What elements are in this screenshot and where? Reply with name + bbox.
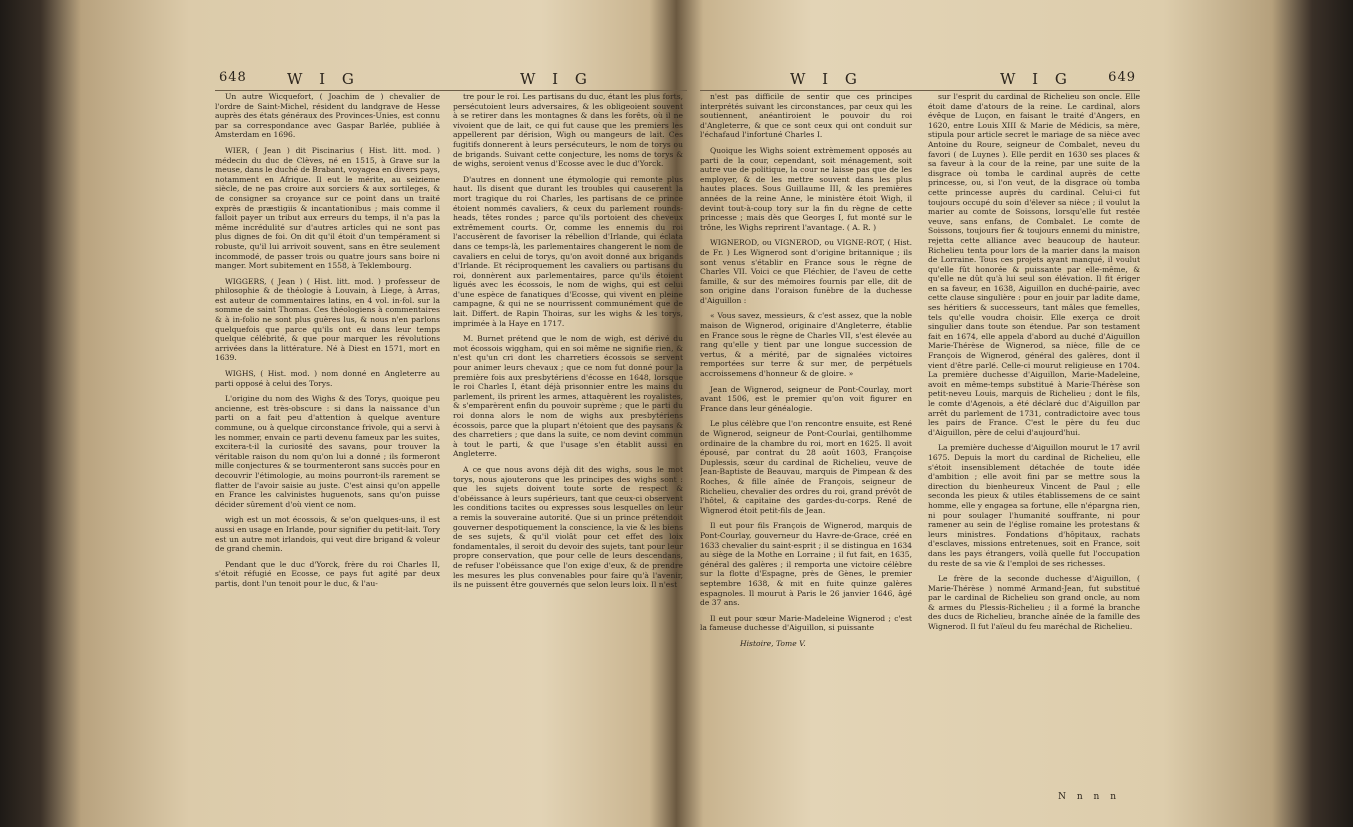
header-rule: [700, 90, 1140, 91]
paragraph: n'est pas difficile de sentir que ces principes interprétés suivant les circonstances, par ceux qui les soutiennent, anéantiroient le pouvoir du roi d'Angleterre, & que ce sont ceux qui ont conduit sur l'échafaud l'infortuné Charles I.: [700, 92, 912, 140]
paragraph: wigh est un mot écossois, & se'on quelques-uns, il est aussi en usage en Irlande, pour signifier du petit-lait. Tory est un autre mot irlandois, qui veut dire brigand & voleur de grand chemin.: [215, 515, 440, 554]
left-page: [215, 62, 687, 822]
paragraph: L'origine du nom des Wighs & des Torys, quoique peu ancienne, est très-obscure : si dans la naissance d'un parti on a fait peu d'attention à quelque aventure commune, ou à quelque circonstance frivole, qui a servi à les nommer, envain ce parti devenu fameux par les suites, excitera-t-il la curiosité des savans, pour trouver la véritable raison du nom qu'on lui a donné ; ils formeront mille conjectures & se tourmenteront sans succès pour en decouvrir l'étimologie, au moins pourront-ils rarement se flatter de l'avoir saisie au juste. C'est ainsi qu'on appelle en France les calvinistes huguenots, sans qu'on puisse décider sûrement d'où vient ce nom.: [215, 394, 440, 509]
paragraph: WIGNEROD, ou VIGNEROD, ou VIGNE-ROT, ( Hist. de Fr. ) Les Wignerod sont d'origine britannique ; ils sont venus s'établir en France sous le règne de Charles VII. Voici ce que Fléchier, de l'aveu de cette famille, & sur des mémoires fournis par elle, dit de son origine dans l'oraison funèbre de la duchesse d'Aiguillon :: [700, 238, 912, 305]
paragraph: Jean de Wignerod, seigneur de Pont-Courlay, mort avant 1506, est le premier qu'on voit figurer en France dans leur généalogie.: [700, 384, 912, 413]
right-page: [700, 62, 1140, 822]
running-head: W I G: [287, 70, 360, 88]
signature-mark: N n n n: [1058, 792, 1120, 802]
paragraph: tre pour le roi. Les partisans du duc, étant les plus forts, persécutoient leurs adversaires, & les obligeoient souvent à se retirer dans les montagnes & dans les forêts, où il ne vivoient que de lait, ce qui fut cause que les premiers les appellerent par dérision, Wigh ou mangeurs de lait. Ces fugitifs donnerent à leurs persécuteurs, le nom de torys ou de brigands. Suivant cette conjecture, les noms de torys & de wighs, seroient venus d'Ecosse avec le duc d'Yorck.: [453, 92, 683, 169]
paragraph: D'autres en donnent une étymologie qui remonte plus haut. Ils disent que durant les troubles qui causerent la mort tragique du roi Charles, les partisans de ce prince étoient nommés cavaliers, & ceux du parlement rounds-heads, têtes rondes ; parce qu'ils portoient des cheveux extrêmement courts. Or, comme les ennemis du roi l'accusèrent de favoriser la rébellion d'Irlande, qui éclata dans ce temps-là, les parlementaires changerent le nom de cavaliers en celui de torys, qu'on avoit donné aux brigands d'Irlande. Et réciproquement les cavaliers ou partisans du roi, donnèrent aux parlementaires, parce qu'ils étoient ligués avec les écossois, le nom de wighs, qui est celui d'une espèce de fanatiques d'Ecosse, qui vivent en pleine campagne, & qui ne se nourrissent communément que de lait. Differt. de Rapin Thoiras, sur les wighs & les torys, imprimée à la Haye en 1717.: [453, 174, 683, 328]
paragraph: sur l'esprit du cardinal de Richelieu son oncle. Elle étoit dame d'atours de la reine. Le cardinal, alors évêque de Luçon, en faisant le traité d'Angers, en 1620, entre Louis XIII & Marie de Médicis, sa mère, stipula pour article secret le mariage de sa nièce avec Antoine du Roure, seigneur de Combalet, neveu du favori ( de Luynes ). Elle perdit en 1630 ses places & sa faveur à la cour de la reine, par une suite de la disgrace où tomba le cardinal auprès de cette princesse, ou, si l'on veut, de la disgrace où tomba cette princesse auprès du cardinal. Celui-ci fut toujours occupé du soin d'élever sa nièce ; il voulut la marier au comte de Soissons, lorsqu'elle fut restée veuve, sans enfans, de Combalet. Le comte de Soissons, toujours fier & toujours ennemi du ministre, rejetta cette alliance avec beaucoup de hauteur. Richelieu tenta pour lors de la marier dans la maison de Lorraine. Tous ces projets ayant manqué, il voulut qu'elle fût honorée & puissante par elle-même, & qu'elle ne dût qu'à lui seul son élévation. Il fit ériger en sa faveur, en 1638, Aiguillon en duché-pairie, avec cette clause singulière : pour en jouir par ladite dame, ses héritiers & successeurs, tant mâles que femelles, tels qu'elle voudra choisir. Elle exerça ce droit singulier dans toute son étendue. Par son testament fait en 1674, elle appela d'abord au duché d'Aiguillon Marie-Thérèse de Wignerod, sa nièce, fille de ce François de Wignerod, général des galères, dont il vient d'être parlé. Celle-ci mourut religieuse en 1704. La première duchesse d'Aiguillon, Marie-Madeleine, avoit en même-temps substitué à Marie-Thérèse son petit-neveu Louis, marquis de Richelieu ; dont le fils, le comte d'Agenois, a été déclaré duc d'Aiguillon par arrêt du parlement de 1731, contradictoire avec tous les pairs de France. C'est le père du feu duc d'Aiguillon, père de celui d'aujourd'hui.: [928, 92, 1140, 437]
running-head: W I G: [1000, 70, 1073, 88]
left-page-header: [215, 70, 687, 92]
paragraph: La première duchesse d'Aiguillon mourut le 17 avril 1675. Depuis la mort du cardinal de Richelieu, elle s'étoit insensiblement détachée de toute idée d'ambition ; elle avoit fini par se mettre sous la direction du bienheureux Vincent de Paul ; elle seconda les pieux & utiles établissemens de ce saint homme, elle y engagea sa fortune, elle n'épargna rien, ni pour soulager l'humanité souffrante, ni pour ramener au sein de l'église romaine les protestans & leurs ministres. Fondations d'hôpitaux, rachats d'esclaves, missions entretenues, soit en France, soit dans les pays étrangers, voilà quelle fut l'occupation du reste de sa vie & l'emploi de ses richesses.: [928, 443, 1140, 568]
paragraph: Pendant que le duc d'Yorck, frère du roi Charles II, s'étoit réfugié en Ecosse, ce pays fut agité par deux partis, dont l'un tenoit pour le duc, & l'au-: [215, 559, 440, 588]
left-page-column-1: [215, 92, 440, 812]
left-page-column-2: [453, 92, 683, 812]
paragraph: « Vous savez, messieurs, & c'est assez, que la noble maison de Wignerod, originaire d'Angleterre, établie en France sous le règne de Charles VII, s'est élevée au rang qu'elle y tient par une longue succession de vertus, & a mérité, par de signalées victoires remportées sur terre & sur mer, de perpétuels accroissemens d'honneur & de gloire. »: [700, 311, 912, 379]
page-number: 648: [219, 70, 247, 85]
page-number: 649: [1108, 70, 1136, 85]
right-page-column-1: [700, 92, 912, 812]
paragraph: WIGHS, ( Hist. mod. ) nom donné en Angleterre au parti opposé à celui des Torys.: [215, 369, 440, 388]
footer-imprint: Histoire, Tome V.: [740, 638, 806, 648]
paragraph: Il eut pour fils François de Wignerod, marquis de Pont-Courlay, gouverneur du Havre-de-Grace, créé en 1633 chevalier du saint-esprit ; il se distingua en 1634 au siège de la Mothe en Lorraine ; il fut fait, en 1635, général des galères ; il remporta une victoire célèbre sur la flotte d'Espagne, près de Gènes, le premier septembre 1638, & mit en fuite quinze galères espagnoles. Il mourut à Paris le 26 janvier 1646, âgé de 37 ans.: [700, 521, 912, 608]
running-head: W I G: [520, 70, 593, 88]
paragraph: M. Burnet prétend que le nom de wigh, est dérivé du mot écossois wiggham, qui en soi même ne signifie rien, & n'est qu'un cri dont les charretiers écossois se servent pour animer leurs chevaux ; que ce nom fut donné pour la première fois aux presbytériens d'écosse en 1648, lorsque le roi Charles I, étant déjà prisonnier entre les mains du parlement, ils prirent les armes, attaquèrent les royalistes, & s'emparèrent enfin du pouvoir suprème ; que le parti du roi donna alors le nom de wighs aux presbytériens écossois, parce que la plupart n'étoient que des paysans & des charretiers ; que dans la suite, ce nom devint commun à tout le parti, & que l'usage s'en établit aussi en Angleterre.: [453, 334, 683, 459]
paragraph: WIGGERS, ( Jean ) ( Hist. litt. mod. ) professeur de philosophie & de théologie à Louvain, à Liege, à Arras, est auteur de commentaires latins, en 4 vol. in-fol. sur la somme de saint Thomas. Ces théologiens à commentaires & à in-folio ne sont plus guères lus, & nous n'en parlons quelquefois que parce qu'ils ont eu dans leur temps quelque célébrité, & que pour marquer les révolutions arrivées dans la littérature. Né à Diest en 1571, mort en 1639.: [215, 276, 440, 363]
paragraph: A ce que nous avons déjà dit des wighs, sous le mot torys, nous ajouterons que les principes des wighs sont : que les sujets doivent toute sorte de respect & d'obéissance à leurs supérieurs, tant que ceux-ci observent les conditions tacites ou expresses sous lesquelles on leur a remis la souveraine autorité. Que si un prince prétendoit gouverner despotiquement la conscience, la vie & les biens de ses sujets, & qu'il violât pour cet effet des loix fondamentales, il seroit du devoir des sujets, tant pour leur propre conservation, que pour celle de leurs descendans, de refuser l'obéissance que l'on exige d'eux, & de prendre les mesures les plus convenables pour faire qu'à l'avenir, ils ne puissent être gouvernés que selon leurs loix. Il n'est: [453, 464, 683, 590]
paragraph: Le plus célèbre que l'on rencontre ensuite, est René de Wignerod, seigneur de Pont-Courlai, gentilhomme ordinaire de la chambre du roi, mort en 1625. Il avoit épousé, par contrat du 28 août 1603, Françoise Duplessis, sœur du cardinal de Richelieu, veuve de Jean-Baptiste de Beauvau, marquis de Pimpean & des Roches, & fille aînée de François, seigneur de Richelieu, chevalier des ordres du roi, grand prévôt de l'hôtel, & capitaine des gardes-du-corps. René de Wignerod étoit petit-fils de Jean.: [700, 419, 912, 515]
right-page-column-2: [928, 92, 1140, 812]
running-head: W I G: [790, 70, 863, 88]
paragraph: Quoique les Wighs soient extrèmement opposés au parti de la cour, cependant, soit ménagement, soit autre vue de politique, la cour ne laisse pas que de les employer, & de les mettre souvent dans les plus hautes places. Sous Guillaume III, & les premières années de la reine Anne, le ministère étoit Wigh, il devint tout-à-coup tory sur la fin du règne de cette princesse ; mais dès que Georges I, fut monté sur le trône, les Wighs reprirent l'avantage. ( A. R. ): [700, 145, 912, 232]
right-page-header: [700, 70, 1140, 92]
paragraph: Un autre Wicquefort, ( Joachim de ) chevalier de l'ordre de Saint-Michel, résident du landgrave de Hesse auprès des états généraux des Provinces-Unies, est connu par sa correspondance avec Gaspar Barlée, publiée à Amsterdam en 1696.: [215, 92, 440, 140]
paragraph: Il eut pour sœur Marie-Madeleine Wignerod ; c'est la fameuse duchesse d'Aiguillon, si puissante: [700, 613, 912, 633]
paragraph: Le frère de la seconde duchesse d'Aiguillon, ( Marie-Thérèse ) nommé Armand-Jean, fut substitué par le cardinal de Richelieu son grand oncle, au nom & armes du Plessis-Richelieu ; il a formé la branche des ducs de Richelieu, branche aînée de la famille des Wignerod. Il fut l'aïeul du feu maréchal de Richelieu.: [928, 574, 1140, 632]
header-rule: [215, 90, 687, 91]
paragraph: WIER, ( Jean ) dit Piscinarius ( Hist. litt. mod. ) médecin du duc de Clèves, né en 1515, à Grave sur la meuse, dans le duché de Brabant, voyagea en divers pays, notamment en Afrique. Il eut le mérite, au seizieme siècle, de ne pas croire aux sorciers & aux sortileges, & de consigner sa croyance sur ce point dans un traité exprès de præstigiis & incantationibus ; mais comme il falloit payer un tribut aux erreurs du temps, il n'a pas la même incrédulité sur d'autres articles qui ne sont pas plus dignes de foi. On dit qu'il étoit d'un tempérament si robuste, qu'il lui arrivoit souvent, sans en être seulement incommodé, de passer trois ou quatre jours sans boire ni manger. Mort subitement en 1558, à Teklembourg.: [215, 145, 440, 271]
